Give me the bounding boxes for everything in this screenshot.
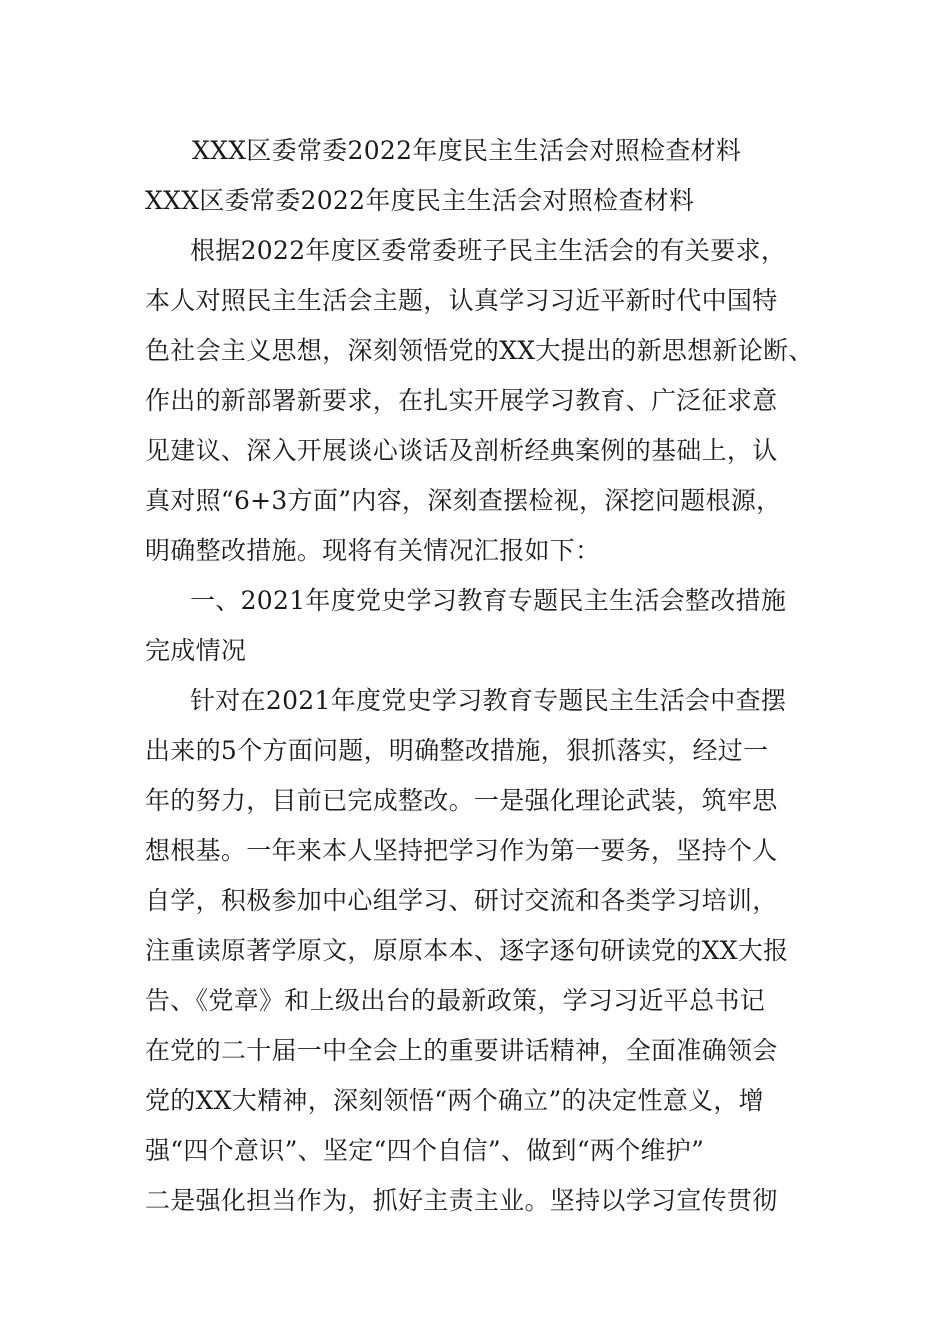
paragraph-line: 见建议、深入开展谈心谈话及剖析经典案例的基础上，认: [145, 436, 778, 465]
document-subtitle: XXX区委常委2022年度民主生活会对照检查材料: [145, 186, 695, 215]
paragraph-line: 注重读原著学原文，原原本本、逐字逐句研读党的XX大报: [145, 936, 789, 965]
paragraph-line: 出来的5个方面问题，明确整改措施，狠抓落实，经过一: [145, 736, 769, 765]
paragraph-line: 党的XX大精神，深刻领悟“两个确立”的决定性意义，增: [145, 1086, 764, 1115]
paragraph-line: 本人对照民主生活会主题，认真学习习近平新时代中国特: [145, 286, 778, 315]
paragraph-line: 真对照“6+3方面”内容，深刻查摆检视，深挖问题根源，: [145, 486, 782, 515]
document-title: XXX区委常委2022年度民主生活会对照检查材料: [192, 136, 742, 165]
paragraph-line: 明确整改措施。现将有关情况汇报如下：: [145, 536, 601, 565]
paragraph-line: 针对在2021年度党史学习教育专题民主生活会中查摆: [190, 686, 787, 715]
paragraph-line: 在党的二十届一中全会上的重要讲话精神，全面准确领会: [145, 1036, 778, 1065]
section-heading: 一、2021年度党史学习教育专题民主生活会整改措施: [190, 586, 787, 615]
paragraph-line: 二是强化担当作为，抓好主责主业。坚持以学习宣传贯彻: [145, 1186, 778, 1215]
paragraph-line: 年的努力，目前已完成整改。一是强化理论武装，筑牢思: [145, 786, 778, 815]
paragraph-line: 色社会主义思想，深刻领悟党的XX大提出的新思想新论断、: [145, 336, 814, 365]
paragraph-line: 根据2022年度区委常委班子民主生活会的有关要求，: [190, 236, 787, 265]
paragraph-line: 自学，积极参加中心组学习、研讨交流和各类学习培训，: [145, 886, 778, 915]
section-heading: 完成情况: [145, 636, 247, 665]
paragraph-line: 强“四个意识”、坚定“四个自信”、做到“两个维护”: [145, 1136, 705, 1165]
paragraph-line: 想根基。一年来本人坚持把学习作为第一要务，坚持个人: [145, 836, 778, 865]
paragraph-line: 作出的新部署新要求，在扎实开展学习教育、广泛征求意: [145, 386, 778, 415]
paragraph-line: 告、《党章》和上级出台的最新政策，学习习近平总书记: [145, 986, 766, 1015]
